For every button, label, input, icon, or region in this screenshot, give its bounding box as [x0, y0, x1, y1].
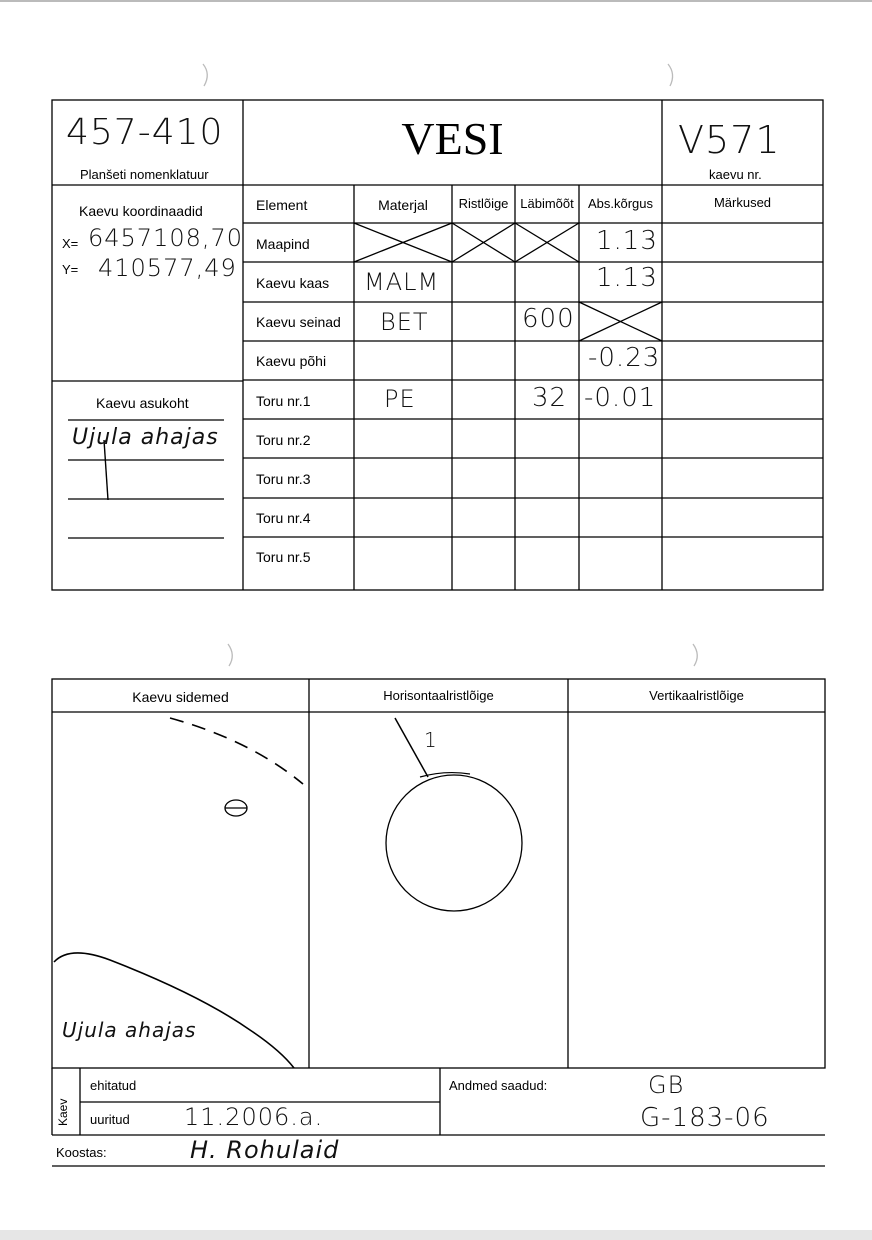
compiled-by-value: H. Rohulaid — [190, 1136, 340, 1164]
table-row-label: Toru nr.4 — [256, 510, 311, 526]
plansheet-label: Planšeti nomenklatuur — [80, 167, 209, 182]
plansheet-number: 457-410 — [66, 112, 224, 153]
column-header-element: Element — [256, 197, 308, 213]
table-row-label: Kaevu kaas — [256, 275, 330, 291]
table-cell-abs-height: 1.13 — [596, 263, 658, 293]
sketch-title-horizontal: Horisontaalristlõige — [383, 688, 494, 703]
side-label: Kaev — [56, 1098, 70, 1126]
column-header-material: Materjal — [378, 197, 428, 213]
surveyed-value: 11.2006.a. — [184, 1103, 324, 1131]
data-source-reference: G-183-06 — [640, 1103, 770, 1133]
sketch-title-vertical: Vertikaalristlõige — [649, 688, 744, 703]
column-header-remarks: Märkused — [713, 195, 772, 210]
manhole-number-label: kaevu nr. — [709, 167, 762, 182]
sketch-form-border — [52, 679, 825, 1068]
punch-mark — [228, 644, 232, 666]
coordinates-title: Kaevu koordinaadid — [79, 203, 203, 219]
data-source-value: GB — [648, 1071, 685, 1099]
table-cell-material: PE — [384, 385, 416, 413]
column-header-abs-height: Abs.kõrgus — [587, 196, 654, 211]
table-cell-abs-height: -0.23 — [588, 343, 661, 373]
x-label: X= — [62, 236, 79, 251]
column-header-diameter: Läbimõõt — [520, 196, 574, 211]
table-cell-diameter: 32 — [532, 383, 568, 413]
pipe-number-mark: 1 — [424, 728, 438, 752]
table-cell-material: MALM — [364, 268, 440, 296]
built-label: ehitatud — [90, 1078, 137, 1093]
location-title: Kaevu asukoht — [96, 395, 189, 411]
table-row-label: Toru nr.5 — [256, 549, 311, 565]
table-cell-abs-height: -0.01 — [584, 383, 657, 413]
table-cell-diameter: 600 — [522, 304, 575, 334]
compiled-by-label: Koostas: — [56, 1145, 107, 1160]
punch-mark — [203, 64, 207, 86]
connection-dashed-line — [170, 718, 303, 784]
location-value: Ujula ahajas — [72, 425, 219, 450]
y-value: 410577,49 — [98, 254, 237, 282]
y-label: Y= — [62, 262, 79, 277]
table-row-label: Toru nr.1 — [256, 393, 311, 409]
sketch-note: Ujula ahajas — [62, 1018, 197, 1042]
table-row-label: Kaevu seinad — [256, 314, 341, 330]
table-row-label: Toru nr.3 — [256, 471, 311, 487]
surveyed-label: uuritud — [90, 1112, 130, 1127]
x-value: 6457108,70 — [88, 224, 244, 252]
data-source-label: Andmed saadud: — [449, 1078, 548, 1093]
page-title: VESI — [401, 113, 504, 164]
table-row-label: Maapind — [256, 236, 310, 252]
column-header-cross-section: Ristlõige — [458, 196, 509, 211]
sketch-title-connections: Kaevu sidemed — [132, 689, 229, 705]
building-outline — [54, 953, 294, 1068]
table-cell-material: BET — [380, 308, 429, 336]
manhole-number: V571 — [678, 118, 781, 162]
table-row-label: Kaevu põhi — [256, 353, 327, 369]
punch-mark — [668, 64, 673, 86]
manhole-cross-section-circle — [386, 775, 522, 911]
table-cell-abs-height: 1.13 — [596, 226, 658, 256]
punch-mark — [693, 644, 697, 666]
table-row-label: Toru nr.2 — [256, 432, 311, 448]
